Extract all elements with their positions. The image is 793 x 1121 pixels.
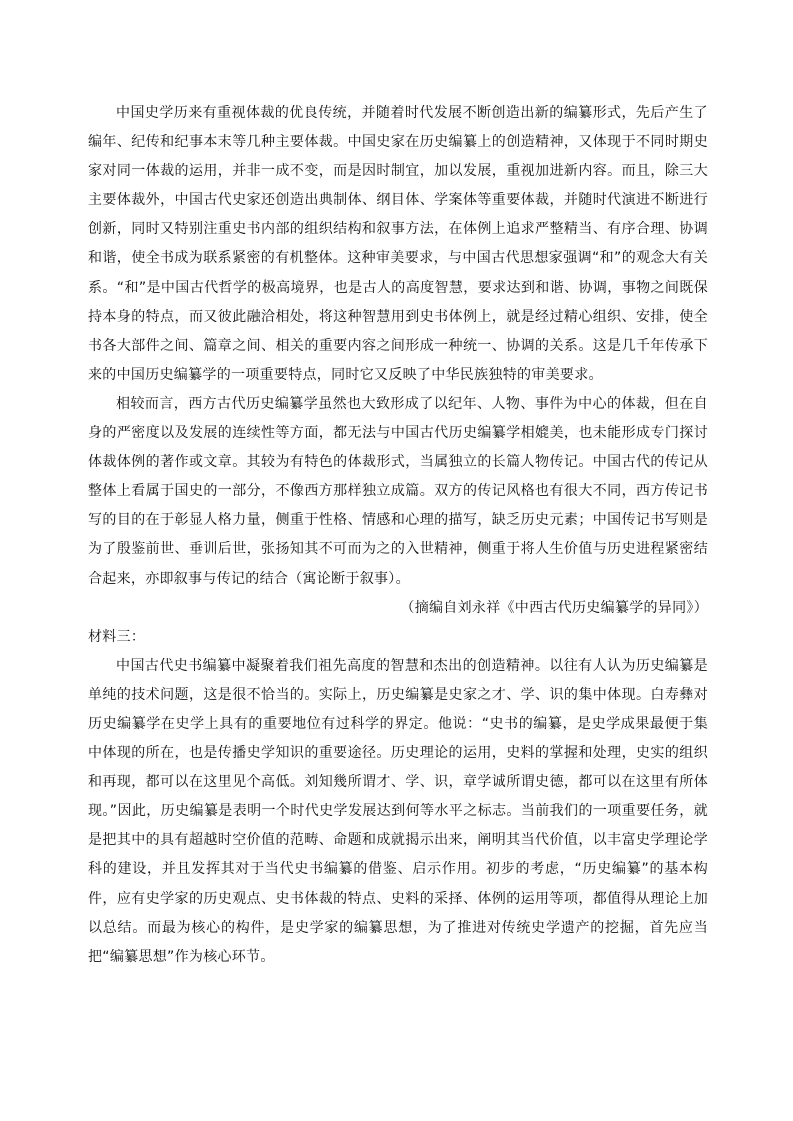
source-citation: （摘编自刘永祥《中西古代历史编纂学的异同》）: [400, 599, 708, 616]
section-label-material-three: 材料三：: [88, 628, 146, 645]
paragraph-1: 中国史学历来有重视体裁的优良传统，并随着时代发展不断创造出新的编纂形式，先后产生了编年、纪传和纪事本末等几种主要体裁。中国史家在历史编纂上的创造精神，又体现于不同时期史家对同一体裁的运用，并非一成不变，而是因时制宜，加以发展，重视加进新内容。而且，除三大主要体裁外，中国古代史家还创造出典制体、纲目体、学案体等重要体裁，并随时代演进不断进行创新，同时又特别注重史书内部的组织结构和叙事方法，在体例上追求严整精当、有序合理、协调和谐，使全书成为联系紧密的有机整体。这种审美要求，与中国古代思想家强调“和”的观念大有关系。“和”是中国古代哲学的极高境界，也是古人的高度智慧，要求达到和谐、协调，事物之间既保持本身的特点，而又彼此融洽相处，将这种智慧用到史书体例上，就是经过精心组织、安排，使全书各大部件之间、篇章之间、相关的重要内容之间形成一种统一、协调的关系。这是几千年传承下来的中国历史编纂学的一项重要特点，同时它又反映了中华民族独特的审美要求。: [88, 105, 708, 383]
paragraph-2: 相较而言，西方古代历史编纂学虽然也大致形成了以纪年、人物、事件为中心的体裁，但在自身的严密度以及发展的连续性等方面，都无法与中国古代历史编纂学相媲美，也未能形成专门探讨体裁体例的著作或文章。其较为有特色的体裁形式，当属独立的长篇人物传记。中国古代的传记从整体上看属于国史的一部分，不像西方那样独立成篇。双方的传记风格也有很大不同，西方传记书写的目的在于彰显人格力量，侧重于性格、情感和心理的描写，缺乏历史元素；中国传记书写则是为了殷鉴前世、垂训后世，张扬知其不可而为之的入世精神，侧重于将人生价值与历史进程紧密结合起来，亦即叙事与传记的结合（寓论断于叙事）。: [88, 395, 708, 587]
paragraph-3: 中国古代史书编纂中凝聚着我们祖先高度的智慧和杰出的创造精神。以往有人认为历史编纂是单纯的技术问题，这是很不恰当的。实际上，历史编纂是史家之才、学、识的集中体现。白寿彝对历史编纂学在史学上具有的重要地位有过科学的界定。他说：“史书的编纂，是史学成果最便于集中体现的所在，也是传播史学知识的重要途径。历史理论的运用，史料的掌握和处理，史实的组织和再现，都可以在这里见个高低。刘知幾所谓才、学、识，章学诚所谓史德，都可以在这里有所体现。”因此，历史编纂是表明一个时代史学发展达到何等水平之标志。当前我们的一项重要任务，就是把其中的具有超越时空价值的范畴、命题和成就揭示出来，阐明其当代价值，以丰富史学理论学科的建设，并且发挥其对于当代史书编纂的借鉴、启示作用。初步的考虑，“历史编纂”的基本构件，应有史学家的历史观点、史书体裁的特点、史料的采择、体例的运用等项，都值得从理论上加以总结。而最为核心的构件，是史学家的编纂思想，为了推进对传统史学遗产的挖掘，首先应当把“编纂思想”作为核心环节。: [88, 657, 708, 965]
document-body: [88, 99, 708, 972]
